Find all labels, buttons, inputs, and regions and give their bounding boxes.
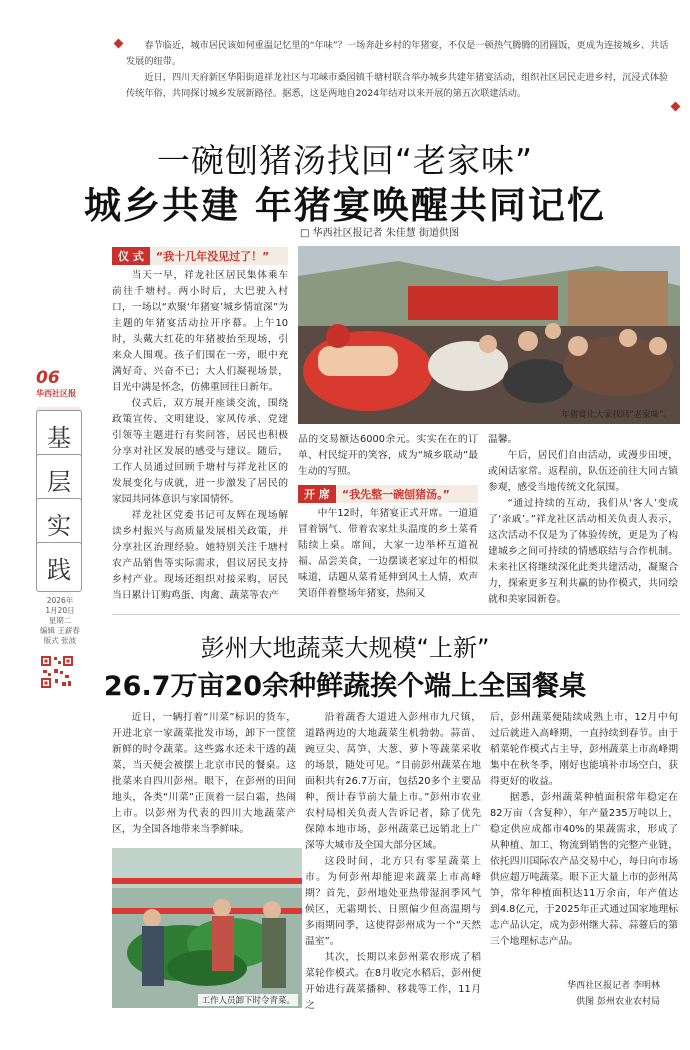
intro-marker-icon [114, 39, 124, 49]
paragraph: 午后，居民们自由活动，或漫步田埂，或闲话家常。返程前，队伍还前往大同古镇参观，感受当地传统文化氛围。 [488, 450, 678, 493]
section-head [112, 247, 288, 265]
paragraph: 中午12时，年猪宴正式开席。一道道冒着锅气、带着农家灶头温度的乡土菜肴陆续上桌。席间，大家一边举杯互道祝福、品尝美食，一边摆谈老家过年的相似味道，话题从菜肴延伸到风土人情，欢声笑语伴着整场年猪宴，热闹又 [298, 508, 478, 599]
article1-title: 一碗刨猪汤找回“老家味” [156, 141, 534, 180]
section-char: 基 [36, 410, 82, 460]
article2-column-2 [305, 710, 481, 1014]
article2-headline: 26.7万亩20余种鲜蔬挨个端上全国餐桌 [103, 671, 587, 702]
photo-caption: 工作人员卸下时令青菜。 [198, 994, 298, 1006]
banquet-photo [298, 246, 680, 424]
issue-layout: 版式 张波 [43, 636, 77, 645]
intro-paragraph: 春节临近，城市居民该如何重温记忆里的“年味”？一场奔赴乡村的年猪宴，不仅是一顿热气腾腾的团圆饭，更成为连接城乡、共话发展的纽带。 [126, 40, 669, 67]
photo-caption: 年猪宴让大家找回“老家味”。 [561, 410, 672, 420]
brand-name: 华西社区报 [36, 389, 76, 398]
photo-credit: 供图 彭州农业农村局 [576, 997, 660, 1007]
article1-column-1 [112, 247, 288, 604]
page-number: 06 [36, 368, 60, 388]
paragraph: 其次，长期以来彭州菜农形成了稻菜轮作模式。在8月收完水稻后，彭州便开始进行蔬菜播种、移栽等工作，11月之 [305, 952, 481, 1011]
issue-editor: 编辑 王薪春 [40, 626, 80, 635]
paragraph: 近日，一辆打着“川菜”标识的货车，开进北京一家蔬菜批发市场，卸下一筐筐新鲜的时令蔬菜。这些露水还未干透的蔬菜，当天便会被摆上北京市民的餐桌。这批菜来自四川彭州。眼下，在彭州的田间地头，各类“川菜”正顶着一层白霜，热闹上市。以彭州为代表的四川大地蔬菜产区，为全国各地带来当季鲜味。 [112, 712, 296, 835]
vegetable-photo [112, 848, 302, 1008]
paragraph: 后，彭州蔬菜便陆续成熟上市，12月中旬过后就进入高峰期，一直持续到春节。由于稻菜轮作模式占主导，彭州蔬菜上市高峰期集中在秋冬季，刚好也能填补市场空白，获得更好的收益。 [490, 712, 678, 787]
intro-lead [126, 38, 671, 102]
issue-weekday: 星期二 [48, 616, 72, 625]
paragraph: “通过持续的互动，我们从‘客人’变成了‘亲戚’。”祥龙社区活动相关负责人表示，这次活动不仅是为了体验传统，更是为了构建城乡之间可持续的情感联结与合作机制。未来社区将继续深化此类共建活动，凝聚合力，探索更多互利共赢的协作模式，共同绘就和美家园新卷。 [488, 498, 678, 605]
issue-year: 2026年 [46, 596, 74, 605]
paragraph: 仪式后，双方展开座谈交流，围绕政策宣传、文明建设、家风传承、党建引领等主题进行有奖问答，居民也积极分享对社区发展的感受与建议。随后，工作人员通过回顾千塘村与祥龙社区的发展变化与成就，进一步激发了居民的家园共同体意识与家国情怀。 [112, 398, 288, 505]
section-quote: “我先整一碗刨猪汤。” [336, 485, 478, 503]
paragraph: 品的交易额达6000余元。实实在在的订单、村民绽开的笑容，成为“城乡联动”最生动的写照。 [298, 434, 478, 477]
article-divider [112, 614, 680, 615]
article2-column-3 [490, 710, 678, 950]
reporter-credit: 华西社区报记者 李明林 [567, 981, 660, 991]
section-head [298, 485, 478, 503]
section-tag: 开 席 [298, 485, 336, 503]
paragraph: 温馨。 [488, 434, 518, 445]
article1-byline: □ 华西社区报记者 朱佳慧 街道供图 [300, 228, 459, 239]
vegetable-photo-illustration [112, 848, 302, 1008]
intro-paragraph: 近日，四川天府新区华阳街道祥龙社区与邛崃市桑园镇千塘村联合举办城乡共建年猪宴活动，组织社区居民走进乡村，沉浸式体验传统年俗，共同探讨城乡发展新路径。据悉，这是两地自2024年结对以来开展的第五次联建活动。 [126, 72, 669, 99]
article2-column-1 [112, 710, 296, 838]
paragraph: 这段时间，北方只有零星蔬菜上市。为何彭州却能迎来蔬菜上市高峰期？首先，彭州地处亚热带湿润季风气候区，无霜期长、日照偏少但高温期与多雨期同季，这使得彭州成为一个“天然温室”。 [305, 856, 481, 947]
article1-column-3 [488, 432, 678, 608]
paragraph: 据悉，彭州蔬菜种植面积常年稳定在82万亩（含复种），年产量235万吨以上，稳定供应成都市40%的果蔬需求，形成了从种植、加工、物流到销售的完整产业链，依托四川国际农产品交易中心，每日向市场供应超万吨蔬菜。眼下正大量上市的彭州莴笋，常年种植面积达11万余亩，年产值达到4.8亿元，于2025年正式通过国家地理标志产品认定，成为彭州继大蒜、蒜薹后的第三个地理标志产品。 [490, 792, 678, 947]
article2-title: 彭州大地蔬菜大规模“上新” [200, 634, 490, 662]
paragraph: 祥龙社区党委书记可友辉在现场解读乡村振兴与高质量发展相关政策，并分享社区治理经验。她特别关注千塘村农产品销售等实际需求，倡议居民支持乡村产业。现场还组织对接采购，居民当日累计订购鸡蛋、肉禽、蔬菜等农产 [112, 510, 288, 601]
paragraph: 当天一早，祥龙社区居民集体乘车前往千塘村。两小时后，大巴驶入村口，一场以“欢聚‘年猪宴’城乡情谊深”为主题的年猪宴活动拉开序幕。上午10时，头戴大红花的年猪被抬至现场，引来众人围观。孩子们围在一旁，眼中充满好奇、兴奋不已；大人们凝视场景，目光中满是怀念，仿佛重回往日新年。 [112, 270, 288, 393]
issue-date: 1月20日 [45, 606, 75, 615]
article1-headline: 城乡共建 年猪宴唤醒共同记忆 [84, 184, 606, 227]
section-char: 实 [36, 498, 82, 548]
paragraph: 沿着蔬香大道进入彭州市九尺镇，道路两边的大地蔬菜生机勃勃。蒜苗、豌豆尖、莴笋、大葱、萝卜等蔬菜采收的场景，随处可见。“目前彭州蔬菜在地面积共有26.7万亩，包括20多个主要品种，预计春节前大量上市。”彭州市农业农村局相关负责人告诉记者，除了优先保障本地市场，彭州蔬菜已远销北上广深等大城市及全国大部分区域。 [305, 712, 481, 851]
section-quote: “我十几年没见过了！” [150, 247, 288, 265]
section-char: 层 [36, 454, 82, 504]
section-tag: 仪 式 [112, 247, 150, 265]
article1-column-2 [298, 432, 478, 602]
banquet-photo-illustration [298, 246, 680, 424]
intro-marker-icon [671, 102, 681, 112]
section-char: 践 [36, 542, 82, 592]
article2-signature [490, 978, 660, 1010]
